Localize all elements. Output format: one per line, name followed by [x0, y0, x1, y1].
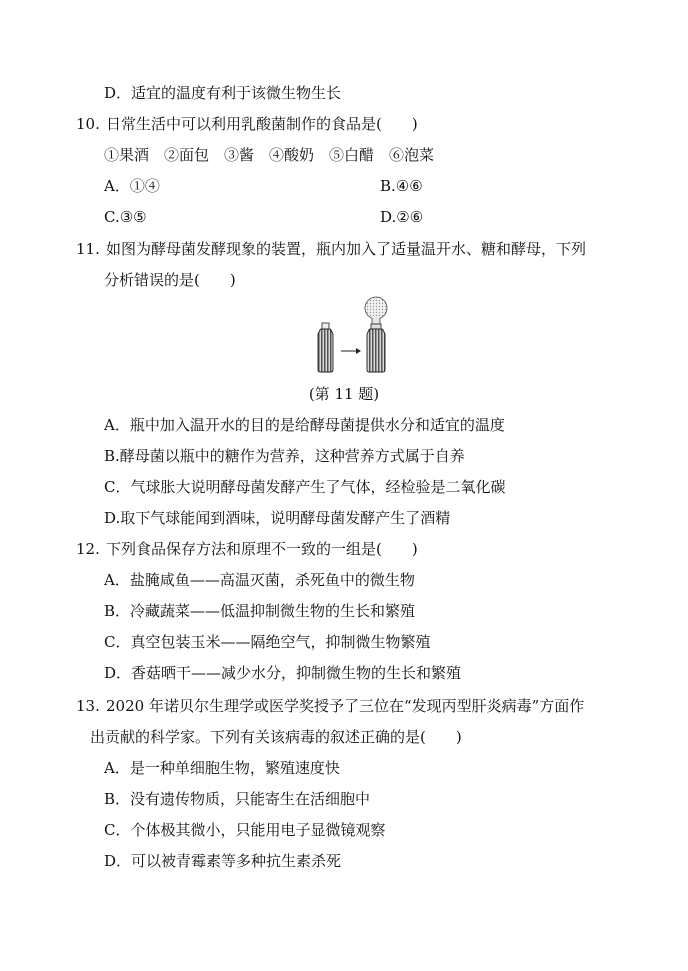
- q11-number: 11.: [76, 240, 100, 258]
- q13-option-c: C．个体极其微小，只能用电子显微镜观察: [104, 821, 386, 839]
- q13-stem-line2: 出贡献的科学家。下列有关该病毒的叙述正确的是( ): [90, 728, 462, 746]
- prev-option-d: D．适宜的温度有利于该微生物生长: [104, 84, 342, 102]
- q12-option-a: A．盐腌咸鱼——高温灭菌，杀死鱼中的微生物: [104, 571, 415, 589]
- bottle-icon: [318, 323, 333, 372]
- q12-option-c: C．真空包装玉米——隔绝空气，抑制微生物繁殖: [104, 633, 431, 651]
- q11-option-c: C．气球胀大说明酵母菌发酵产生了气体，经检验是二氧化碳: [104, 478, 506, 496]
- q10-option-d: D.②⑥: [380, 208, 424, 226]
- q13-option-a: A．是一种单细胞生物，繁殖速度快: [104, 759, 340, 777]
- q10-option-a: A．①④: [104, 177, 160, 195]
- q13-option-d: D．可以被青霉素等多种抗生素杀死: [104, 852, 342, 870]
- q13-stem-line1: 2020 年诺贝尔生理学或医学奖授予了三位在“发现丙型肝炎病毒”方面作: [106, 697, 585, 715]
- q12-number: 12.: [76, 540, 100, 558]
- q13-option-b: B．没有遗传物质，只能寄生在活细胞中: [104, 790, 371, 808]
- q10-number: 10.: [76, 115, 100, 133]
- q11-figure: [312, 296, 388, 376]
- q12-option-b: B．冷藏蔬菜——低温抑制微生物的生长和繁殖: [104, 602, 416, 620]
- q10-option-c: C.③⑤: [104, 208, 147, 226]
- arrow-right-icon: [341, 348, 361, 354]
- q11-option-d: D.取下气球能闻到酒味，说明酵母菌发酵产生了酒精: [104, 509, 451, 527]
- balloon-bottle-icon: [365, 297, 387, 372]
- q13-number: 13.: [76, 697, 100, 715]
- q11-stem-line1: 如图为酵母菌发酵现象的装置，瓶内加入了适量温开水、糖和酵母，下列: [106, 240, 587, 258]
- q11-option-a: A．瓶中加入温开水的目的是给酵母菌提供水分和适宜的温度: [104, 416, 505, 434]
- q12-option-d: D．香菇晒干——减少水分，抑制微生物的生长和繁殖: [104, 664, 462, 682]
- q10-items: ①果酒 ②面包 ③酱 ④酸奶 ⑤白醋 ⑥泡菜: [104, 146, 435, 164]
- q11-figure-caption: (第 11 题): [308, 385, 380, 403]
- q10-option-b: B.④⑥: [380, 177, 423, 195]
- q11-option-b: B.酵母菌以瓶中的糖作为营养，这种营养方式属于自养: [104, 447, 465, 465]
- q10-stem: 日常生活中可以利用乳酸菌制作的食品是( ): [106, 115, 418, 133]
- q11-stem-line2: 分析错误的是( ): [104, 271, 236, 289]
- q12-stem: 下列食品保存方法和原理不一致的一组是( ): [106, 540, 418, 558]
